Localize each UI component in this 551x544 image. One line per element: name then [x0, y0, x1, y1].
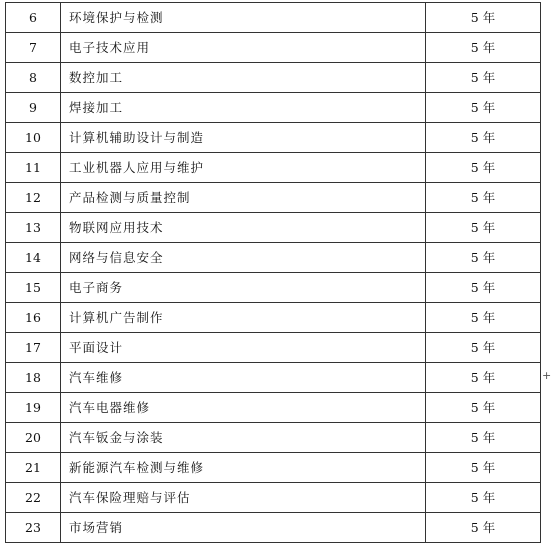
major-name: 汽车保险理赔与评估 — [61, 483, 426, 513]
study-years: 5 年 — [426, 333, 541, 363]
major-name: 新能源汽车检测与维修 — [61, 453, 426, 483]
major-name: 汽车电器维修 — [61, 393, 426, 423]
study-years: 5 年 — [426, 513, 541, 543]
row-number: 17 — [6, 333, 61, 363]
major-name: 环境保护与检测 — [61, 3, 426, 33]
row-number: 19 — [6, 393, 61, 423]
table-row — [6, 243, 541, 273]
study-years: 5 年 — [426, 153, 541, 183]
row-number: 16 — [6, 303, 61, 333]
table-row — [6, 153, 541, 183]
table-row — [6, 123, 541, 153]
row-number: 13 — [6, 213, 61, 243]
majors-table-body — [6, 3, 541, 543]
major-name: 数控加工 — [61, 63, 426, 93]
row-number: 11 — [6, 153, 61, 183]
table-row — [6, 453, 541, 483]
row-number: 20 — [6, 423, 61, 453]
table-row — [6, 303, 541, 333]
row-number: 21 — [6, 453, 61, 483]
study-years: 5 年 — [426, 363, 541, 393]
table-row — [6, 393, 541, 423]
table-row — [6, 423, 541, 453]
major-name: 产品检测与质量控制 — [61, 183, 426, 213]
major-name: 市场营销 — [61, 513, 426, 543]
major-name: 汽车钣金与涂装 — [61, 423, 426, 453]
table-row — [6, 183, 541, 213]
row-number: 23 — [6, 513, 61, 543]
row-number: 8 — [6, 63, 61, 93]
study-years: 5 年 — [426, 453, 541, 483]
study-years: 5 年 — [426, 423, 541, 453]
major-name: 汽车维修 — [61, 363, 426, 393]
study-years: 5 年 — [426, 63, 541, 93]
row-number: 14 — [6, 243, 61, 273]
major-name: 电子技术应用 — [61, 33, 426, 63]
study-years: 5 年 — [426, 213, 541, 243]
study-years: 5 年 — [426, 3, 541, 33]
table-row — [6, 63, 541, 93]
major-name: 焊接加工 — [61, 93, 426, 123]
major-name: 物联网应用技术 — [61, 213, 426, 243]
study-years: 5 年 — [426, 183, 541, 213]
table-row — [6, 33, 541, 63]
table-row — [6, 333, 541, 363]
major-name: 计算机辅助设计与制造 — [61, 123, 426, 153]
row-number: 7 — [6, 33, 61, 63]
table-row — [6, 3, 541, 33]
row-number: 15 — [6, 273, 61, 303]
table-row — [6, 93, 541, 123]
table-row — [6, 483, 541, 513]
study-years: 5 年 — [426, 123, 541, 153]
study-years: 5 年 — [426, 393, 541, 423]
study-years: 5 年 — [426, 93, 541, 123]
row-number: 6 — [6, 3, 61, 33]
row-number: 22 — [6, 483, 61, 513]
study-years: 5 年 — [426, 303, 541, 333]
study-years: 5 年 — [426, 483, 541, 513]
study-years: 5 年 — [426, 273, 541, 303]
majors-table — [5, 2, 541, 543]
row-number: 9 — [6, 93, 61, 123]
row-number: 10 — [6, 123, 61, 153]
major-name: 工业机器人应用与维护 — [61, 153, 426, 183]
table-row — [6, 273, 541, 303]
major-name: 网络与信息安全 — [61, 243, 426, 273]
major-name: 计算机广告制作 — [61, 303, 426, 333]
study-years: 5 年 — [426, 243, 541, 273]
row-number: 18 — [6, 363, 61, 393]
table-row — [6, 513, 541, 543]
major-name: 平面设计 — [61, 333, 426, 363]
table-row — [6, 363, 541, 393]
row-insert-handle[interactable]: + — [542, 369, 551, 382]
study-years: 5 年 — [426, 33, 541, 63]
row-number: 12 — [6, 183, 61, 213]
major-name: 电子商务 — [61, 273, 426, 303]
table-row — [6, 213, 541, 243]
